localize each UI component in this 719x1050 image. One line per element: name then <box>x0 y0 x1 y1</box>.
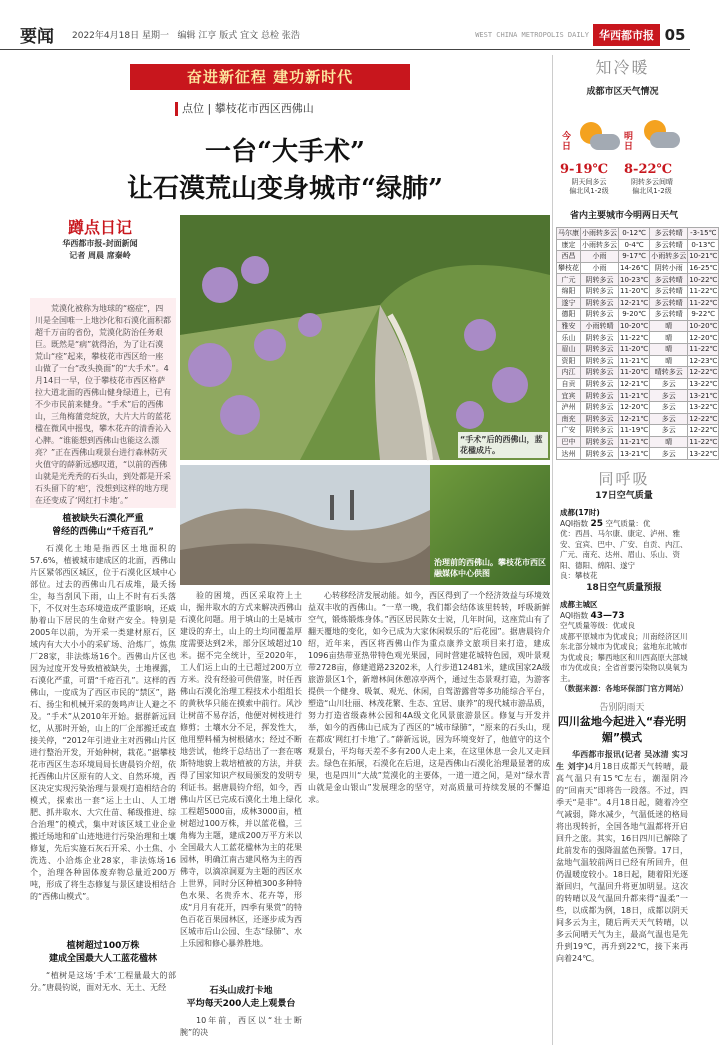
tomorrow-temp: 8-22℃ <box>624 162 673 177</box>
page-header <box>0 20 690 50</box>
weather-row <box>557 378 719 390</box>
section-name: 要闻 <box>20 27 54 47</box>
weather-cell: 阴转多云 <box>581 297 619 309</box>
today-desc: 阴天间多云 偏北风1-2级 <box>569 178 609 195</box>
air-title-2: 18日空气质量预报 <box>586 583 662 593</box>
air-forecast: 成都平原城市为优或良；川南经济区川东北部分城市为优或良；盆地东北城市为优或良；攀西地区和川西高原大部城市为优或良；全省首要污染物以臭氧为主。 <box>560 631 688 683</box>
dateline: 点位 | 攀枝花市西区西佛山 <box>175 102 314 116</box>
diary-box: 荒漠化被称为地球的“癌症”，四川是全国唯一上地沙化和石漠化面积都超千万亩的省份，荒漠化防治任务艰巨。既然是“病”就得治，为了让石漠荒山“痊”起来，攀枝花市西区给一座山做了一台“改头换面”的“大手术”。4月14日一早，位于攀枝花市西区格萨拉大道北面的西佛山健身绿道上，已有不少市民前来健身。“手术”后的西佛山，三角梅蒲竞绽放，大片大片的蓝花楹在微风中摇曳，攀木花卉的清香沁入心脾。“谁能想到西佛山也能这么漂亮？”正在西佛山观景台进行森林防灭火值守的薛新远感叹道，“以前的西佛山就是光秃秃的石头山，到处都是开采石头留下的‘疤’，没想到这样的地方现在还变成了‘网红打卡地’。” <box>30 298 176 508</box>
weather-row <box>557 297 719 309</box>
weather-cell: 多云转晴 <box>650 228 688 240</box>
weather-cell: 多云 <box>650 378 688 390</box>
subhead-1: 植被缺失石漠化严重 曾经的西佛山“千疮百孔” <box>52 514 154 537</box>
tomorrow-label: 明日 <box>624 132 634 152</box>
column-title: 蹲点日记 <box>67 218 132 237</box>
weather-cell: 0-4℃ <box>619 239 650 251</box>
weather-cell: 16-25℃ <box>689 264 718 273</box>
column-header <box>30 215 170 262</box>
weather-cell: 12-21℃ <box>620 380 649 389</box>
weather-cell: 小雨 <box>581 251 619 263</box>
weather-cell: 巴中 <box>557 436 581 448</box>
weather-cell: 小雨转多云 <box>582 240 617 249</box>
weather-cell: 11-21℃ <box>620 437 649 446</box>
weather-cell: 12-21℃ <box>620 298 649 307</box>
weather-cell: 12-20℃ <box>689 333 718 342</box>
weather-row <box>557 274 719 286</box>
air-block-2: 成都主城区 AQI指数 43—73 空气质量等级：优或良 成都平原城市为优或良；川南经济区川东北部分城市为优或良；盆地东北城市为优或良；攀西地区和川西高原大部城市为优或良；全省首要污染物以臭氧为主。 （数据来源：各地环保部门官方网站） <box>560 600 688 693</box>
weather-cell: 阴转多云 <box>581 343 619 355</box>
weather-cell: 0-12℃ <box>619 228 650 240</box>
weather-cell: 广安 <box>557 425 581 437</box>
weather-cell: 遂宁 <box>557 297 581 309</box>
cloud-icon <box>650 132 680 148</box>
weather-cell: 11-22℃ <box>689 298 718 307</box>
weather-cell: 阴转多云 <box>581 401 619 413</box>
weather-cell: 小雨转多云 <box>582 229 617 238</box>
air-good-list: 优：西昌、马尔康、康定、泸州、雅安、宜宾、巴中、广安、自贡、内江、广元、南充、达州、眉山、乐山、资阳、德阳、绵阳、遂宁 <box>560 529 688 570</box>
weather-cell: 11-20℃ <box>620 345 649 354</box>
weather-cell: 晴 <box>650 320 688 332</box>
article-col-1: 石漠化土地是指西区土地面积的57.6%，植被城市建成区的北面，西佛山片区紧邻西区城区，位于石漠化区域中心部位。过去的西佛山几石成堆，最夭扬尘，每当刮风下雨，山上不时有石头落下，不仅对生态环境造成严重影响，还威胁着山下居民的生命财产安全。特别是2005年以前，为开采一类建材原石，区域内有大大小小的采矿场、洽炼厂，炼焦厂28家，非法炼场16个。西佛山片区也因为过度开发导致植被缺失，土地裸露，石漠化严重，可谓“千疮百孔”。这样的西佛山，一度成为了西区市民的“禁区”，路石、扬尘和机械开采的轰鸣声让人避之不及。“手术”从2010年开始。据群新远回忆，从那时开始，山上的厂企部搬迁或直接关停，“2012年引进业主对西佛山片区进行整治开发，开始种树，栽花。”据攀枝花市西区生态环境局局长唐晨钧介绍，依托西佛山片区原有的人文、自然环境，西区决定实现污染治理与景观打造相结合的模式，探索出一套“运上土山、人工增肥、抓井取水、大穴仕苗、稀级推进、综合治理”的模式，集中对该区域工业企业搬迁场地和矿山迹地进行污染治理和土壤修复，先后实施石灰石开采、小土焦、小洗选、小洽炼企业28家，非法炼场16个，治理各种固体废弃物总量近200万吨，形成了将生态修复与景区建设相结合的“西佛山模式”。 <box>30 544 176 901</box>
byline-outlet: 华西都市报-封面新闻 <box>62 239 138 248</box>
weather-row <box>557 425 719 437</box>
weather-cell: 11-22℃ <box>689 345 718 354</box>
weather-cell: 11-20℃ <box>620 287 649 296</box>
air-good-2: 良：攀枝花 <box>560 571 598 580</box>
weather-cell: 广元 <box>557 274 581 286</box>
air-title-1: 17日空气质量 <box>595 491 653 501</box>
photo-after-illustration <box>180 215 550 460</box>
weather-cell: 13-21℃ <box>689 391 718 400</box>
weather-cell: 小雨 <box>581 262 619 274</box>
photo-caption-2: 治理前的西佛山。攀枝花市西区融媒体中心供图 <box>434 558 546 578</box>
subhead-2: 植树超过100万株 建成全国最大人工蓝花楹林 <box>48 941 157 964</box>
theme-banner: 奋进新征程 建功新时代 <box>130 64 410 90</box>
weather-cell: 13-22℃ <box>689 403 718 412</box>
weather-cell: 12-22℃ <box>689 426 718 435</box>
weather-cell: 9-17℃ <box>619 251 650 263</box>
weather-cell: 12-22℃ <box>689 368 718 377</box>
weather-cell: 多云 <box>650 390 688 402</box>
weather-cell: 达州 <box>557 448 581 460</box>
weather-cell: 12-21℃ <box>620 414 649 423</box>
weather-cell: 10-20℃ <box>620 322 649 331</box>
aqi-forecast-value: 43—73 <box>590 610 625 621</box>
today-label: 今日 <box>562 132 572 152</box>
weather-row <box>557 367 719 379</box>
weather-cell: 13-21℃ <box>620 449 649 458</box>
weather-row <box>557 309 719 321</box>
weather-cell: 10-23℃ <box>620 275 649 284</box>
weather-cell: 阴转多云 <box>581 355 619 367</box>
weather-cell: 阴转多云 <box>581 285 619 297</box>
weather-header <box>555 55 690 97</box>
weather-cell: 多云 <box>650 448 688 460</box>
article-col-2: 验的困境，西区采取符上土山，掘井取水的方式来解决西佛山石漠化问题。用于填山的土是城市建设的弃土，山上的土均同覆盖厚度需要达到2米，部分区域超过10米。据不完全统计，至2020年，工人们运上山的土已超过200万立方米。没有经验可供借鉴，时任西佛山石漠化治理工程技术小组组长的黄秋华只能在摸索中前行。风沙让树苗不易存活，他便对树枝进行修剪；土壤水分不足，挥发性大，他用塑料桶为树根储水；经过不断地尝试，他终于总结出了一套在喀斯特地貌上栽培植被的方法，并获得了国家知识产权局颁发的发明专利证书。据唐晨钧介绍，如今，西佛山片区已完成石漠化土地上绿化工程超5000亩，成林3000亩，植树超过100万株，并以蓝花楹，三角梅为主题，建成200万平方米以全国最大人工蓝花楹林为主的花果园林，明确江南古建风格为主的西佛寺，以滴凉洞夏为主题的西区水上世界，同时分区种植300多种特色水果、名贵乔木、花卉等，形成“月月有花开，四季有果赏”的特色百花百果园林区，还逐步成为西区城市后山公园、生态“绿肺”、水上乐园和修心暴养胜地。 <box>180 591 302 948</box>
tomorrow-desc: 阴转多云间晴 偏北风1-2级 <box>631 178 673 195</box>
header-info: 2022年4月18日 星期一 编辑 江亨 版式 宜文 总检 张浩 <box>72 31 300 41</box>
weather-table-title: 省内主要城市今明两日天气 <box>569 211 678 221</box>
weather-cell: 德阳 <box>557 309 581 321</box>
column-divider <box>552 55 553 1045</box>
air-block-1: 成都(17时) AQI指数 25 空气质量：优 优：西昌、马尔康、康定、泸州、雅安、宜宾、巴中、广安、自贡、内江、广元、南充、达州、眉山、乐山、资阳、德阳、绵阳、遂宁 良：攀枝花 <box>560 508 688 580</box>
right-article <box>556 700 688 1049</box>
weather-cell: 资阳 <box>557 355 581 367</box>
weather-cell: 阴转多云 <box>581 367 619 379</box>
weather-row <box>557 239 719 251</box>
weather-row <box>557 251 719 263</box>
weather-cell: 眉山 <box>557 343 581 355</box>
photo-after-surgery <box>180 215 550 460</box>
weather-cell: 多云转晴 <box>650 297 688 309</box>
weather-cell: 11-19℃ <box>620 426 649 435</box>
weather-cell: -3-15℃ <box>688 228 719 240</box>
weather-cell: 阴转多云 <box>581 425 619 437</box>
air-kicker: 同呼吸 <box>598 470 650 488</box>
weather-cell: 11-22℃ <box>689 437 718 446</box>
weather-cell: 11-21℃ <box>620 391 649 400</box>
weather-cell: 宜宾 <box>557 390 581 402</box>
weather-row <box>557 436 719 448</box>
weather-cell: 阴转多云 <box>581 309 619 321</box>
weather-cell: 康定 <box>557 239 581 251</box>
weather-title: 成都市区天气情况 <box>586 87 659 97</box>
weather-cell: 内江 <box>557 367 581 379</box>
weather-cell: 多云转晴 <box>650 274 688 286</box>
weather-cell: 多云转晴 <box>650 309 688 321</box>
weather-cell: 多云 <box>650 413 688 425</box>
weather-cell: 阴转多云 <box>581 274 619 286</box>
weather-cell: 10-21℃ <box>689 252 718 261</box>
weather-cell: 13-22℃ <box>689 449 718 458</box>
weather-row <box>557 448 719 460</box>
weather-cell: 阴转多云 <box>581 332 619 344</box>
weather-cell: 乐山 <box>557 332 581 344</box>
weather-row <box>557 413 719 425</box>
article-col-2b: 10年前，西区以“壮士断腕”的决 <box>180 1016 302 1037</box>
weather-cell: 马尔康 <box>558 229 579 238</box>
weather-kicker: 知冷暖 <box>595 58 650 77</box>
weather-cell: 晴 <box>650 343 688 355</box>
weather-cell: 多云转晴 <box>650 285 688 297</box>
weather-cell: 晴转多云 <box>650 367 688 379</box>
headline-line2: 让石漠荒山变身城市“绿肺” <box>127 174 443 204</box>
article-col-3: 心转移经济发展动能。如今，西区得到了一个经济效益与环境效益双丰收的西佛山。“一草一晚，我们都会结体该里转转，呼吸新鲜空气，锻炼锻炼身体。”西区居民陈女士说，几年时间，这座荒山有了翻天覆地的变化，如今已成为大家休闲娱乐的“后花园”。据唐晨钧介绍，近年来，西区将西佛山作为重点康养文旅项目来打造，建成1096亩热带亚热带特色观光果园，同时营建花城特色园，观叶景观带2728亩，修建道路23202米，人行步道12481米，建成国家2A级旅游景区1个，新增林间休憩凉亭两个，通过生态景观打造，为游客提供一个健身、吸氧、观光、休闲，自驾游露营等多功能综合平台，塑造“山川壮丽、林茂花繁、生态、宜居、康养”的现代城市游品质，努力打造省级森林公园和4A级文化风景旅游景区。修复与开发并举，如今的西佛山已成为了西区的“城市绿肺”，“原来的石头山，现在都成‘网红打卡地’了。”薛新远说，因为环境变好了，他值守的这个观景台，平均每天差不多有200人走上来，在这里休息一会儿又走回去。绿色在拓展，石漠化在后退，这是西佛山石漠化治理最显著的成果，也是四川“大战”荒漠化的主要体，一道一道之间，是对“绿水青山就是金山银山”发展理念的坚守，对高质量可持续发展的不懈追求。 <box>308 591 550 804</box>
weather-cell: 13-22℃ <box>689 380 718 389</box>
weather-cell: 10-20℃ <box>689 322 718 331</box>
weather-cell: 9-22℃ <box>688 309 719 321</box>
weather-row <box>557 320 719 332</box>
article-col-1b: “植树是这场‘手术’工程量最大的部分。”唐晨钧说，面对无水、无土、无经 <box>30 971 176 992</box>
weather-cell: 阴转多云 <box>581 390 619 402</box>
headline-line1: 一台“大手术” <box>205 137 365 167</box>
weather-table <box>556 227 719 460</box>
weather-cell: 晴 <box>650 332 688 344</box>
weather-forecast <box>560 120 682 200</box>
weather-cell: 自贡 <box>557 378 581 390</box>
weather-row <box>557 262 719 274</box>
weather-cell: 晴 <box>650 355 688 367</box>
photo-caption-1: “手术”后的西佛山，蓝花楹成片。 <box>458 432 548 458</box>
weather-cell: 0-13℃ <box>688 239 719 251</box>
right-article-body: 华西都市报讯(记者 吴冰清 实习生 刘宇)4月18日成都天气转晴，最高气温只有15℃左右，潮湿阴冷的“回南天”即将告一段落。不过，四季天“是非”。4月18日起，随着冷空气减弱，降水减少，气温低迷的格局将出现转折，全国各地气温都将开启回升之旅。其实，16日四川已解除了此前发布的强降温蓝色预警。17日，盆地气温较前两日已经有所回升，但仍温暖度较小。18日起，随着阳光逐渐回归，气温回升将更加明显。这次的转晴以及气温回升都来得“温柔”一些，以成都为例，18日，成都以阴天间多云为主，随后两天天气转晴，以多云间晴天气为主，最高气温也是先升到19℃，再升到22℃，接下来再向着24℃。 <box>556 750 688 963</box>
photo-before <box>180 465 430 585</box>
weather-cell: 14-26℃ <box>620 264 649 273</box>
weather-cell: 9-20℃ <box>619 309 650 321</box>
weather-cell: 11-22℃ <box>620 333 649 342</box>
weather-cell: 西昌 <box>557 251 581 263</box>
weather-row <box>557 343 719 355</box>
weather-cell: 绵阳 <box>557 285 581 297</box>
weather-cell: 阴转小雨 <box>650 262 688 274</box>
weather-cell: 阴转多云 <box>581 378 619 390</box>
brand-logo: 华西都市报 <box>593 24 660 46</box>
weather-cell: 12-23℃ <box>689 356 718 365</box>
weather-cell: 11-20℃ <box>620 368 649 377</box>
page-number: 05 <box>664 25 686 44</box>
weather-cell: 12-20℃ <box>620 403 649 412</box>
photo-before-illustration <box>180 465 430 585</box>
weather-cell: 多云 <box>650 425 688 437</box>
weather-cell: 攀枝花 <box>558 264 579 273</box>
byline-reporters: 记者 周晨 席秦岭 <box>69 251 131 260</box>
right-article-kicker: 告别阴雨天 <box>599 703 645 713</box>
weather-cell: 11-22℃ <box>689 287 718 296</box>
aqi-value: 25 <box>590 518 604 529</box>
weather-cell: 小雨转晴 <box>581 320 619 332</box>
subhead-3: 石头山成打卡地 平均每天200人走上观景台 <box>186 986 296 1009</box>
weather-row <box>557 401 719 413</box>
weather-cell: 阴转多云 <box>581 413 619 425</box>
weather-cell: 雅安 <box>557 320 581 332</box>
weather-cell: 南充 <box>557 413 581 425</box>
weather-cell: 小雨转多云 <box>651 252 687 261</box>
today-temp: 9-19℃ <box>560 162 609 177</box>
weather-row <box>557 228 719 240</box>
cloud-icon <box>590 134 620 150</box>
weather-cell: 泸州 <box>557 401 581 413</box>
right-article-title: 四川盆地今起进入“春光明媚”模式 <box>557 715 687 744</box>
weather-cell: 晴 <box>650 436 688 448</box>
air-source: （数据来源：各地环保部门官方网站） <box>560 684 688 693</box>
weather-row <box>557 285 719 297</box>
weather-row <box>557 332 719 344</box>
weather-cell: 12-22℃ <box>689 414 718 423</box>
weather-row <box>557 390 719 402</box>
weather-row <box>557 355 719 367</box>
weather-cell: 阴转多云 <box>581 448 619 460</box>
brand-english: WEST CHINA METROPOLIS DAILY <box>475 30 589 39</box>
weather-cell: 阴转多云 <box>581 436 619 448</box>
weather-cell: 11-21℃ <box>620 356 649 365</box>
weather-cell: 10-22℃ <box>689 275 718 284</box>
weather-cell: 多云 <box>650 401 688 413</box>
weather-cell: 多云转晴 <box>650 239 688 251</box>
